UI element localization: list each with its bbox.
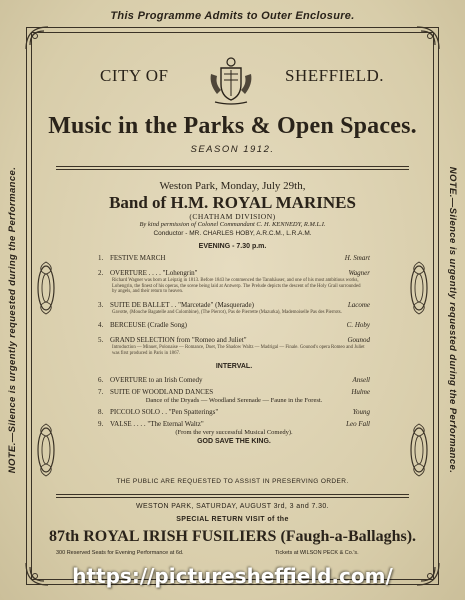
next-band-name: 87th ROYAL IRISH FUSILIERS (Faugh-a-Ballaghs). <box>48 528 417 545</box>
programme-subtitle: Dance of the Dryads — Woodland Serenade — Faune in the Forest. <box>145 396 323 404</box>
list-item: 1. FESTIVE MARCH H. Smart <box>98 254 370 262</box>
divider <box>56 166 409 167</box>
programme-list <box>98 254 370 445</box>
reserved-seats: 300 Reserved Seats for Evening Performance at 6d. <box>56 550 184 556</box>
corner-ornament-icon <box>22 23 52 53</box>
permission-line: By kind permission of Colonel Commandant C. H. KENNEDY, R.M.L.I. <box>139 221 326 228</box>
header <box>0 58 465 102</box>
band-division: (CHATHAM DIVISION) <box>189 212 276 221</box>
programme-note: Gavotte, (Mouche Bagatelle and Colombine), (The Pierrot), Pas de Pierrette (Mazurka), Mademoiselle Pas des Pierrots. <box>112 309 342 315</box>
watermark-url: https://picturesheffield.com/ <box>72 564 393 588</box>
programme-note: Richard Wagner was born at Leipzig in 1813. Before 1843 he commenced the Tannhäuser, and one of his most ambitious works, Lohengrin, the finest of his operas, the scene being laid at Antwerp. The Prelude depicts the descent of the Holy Grail surrounded by angels, and their return to heaven. <box>112 278 361 295</box>
season-label: SEASON 1912. <box>190 144 275 155</box>
side-note-left: NOTE.—Silence is urgently requested during the Performance. <box>7 166 18 474</box>
assist-notice: THE PUBLIC ARE REQUESTED TO ASSIST IN PRESERVING ORDER. <box>116 478 349 485</box>
programme-note: Introduction — Minuet, Polonaise — Romance, Duet, The Shadow Waltz — Madrigal — Finale. Gounod's opera Romeo and Juliet was first produced in Paris in 1867. <box>112 345 365 356</box>
scroll-ornament-icon <box>406 420 432 480</box>
divider <box>56 497 409 498</box>
scroll-ornament-icon <box>33 420 59 480</box>
list-item: 9. VALSE . . . . "The Eternal Waltz" Leo Fall <box>98 419 370 428</box>
tickets-info: Tickets at WILSON PECK & Co.'s. <box>275 550 359 556</box>
list-item: 2. OVERTURE . . . . "Lohengrin" Wagner <box>98 269 370 277</box>
god-save-the-king: GOD SAVE THE KING. <box>197 437 271 445</box>
scroll-ornament-icon <box>33 258 59 318</box>
list-item: 5. GRAND SELECTION from "Romeo and Juliet" Gounod <box>98 336 370 345</box>
divider <box>56 494 409 495</box>
next-concert-date: WESTON PARK, SATURDAY, AUGUST 3rd, 3 and 7.30. <box>135 503 330 510</box>
page-title: Music in the Parks & Open Spaces. <box>48 113 417 139</box>
conductor-line: Conductor - MR. CHARLES HOBY, A.R.C.M., L.R.A.M. <box>153 230 312 237</box>
city-label-left: CITY OF <box>100 66 169 85</box>
list-item: 7. SUITE OF WOODLAND DANCES Hulme <box>98 387 370 396</box>
evening-time: EVENING - 7.30 p.m. <box>198 243 267 250</box>
programme-subtitle: (From the very successful Musical Comedy). <box>175 428 293 436</box>
list-item: 6. OVERTURE to an Irish Comedy Ansell <box>98 375 370 384</box>
interval-label: INTERVAL. <box>215 362 253 370</box>
city-label-right: SHEFFIELD. <box>285 66 384 85</box>
divider <box>56 169 409 170</box>
list-item: 3. SUITE DE BALLET . . "Marcetade" (Masquerade) Lacome <box>98 300 370 309</box>
special-visit: SPECIAL RETURN VISIT of the <box>176 516 289 523</box>
side-note-right: NOTE.—Silence is urgently requested during the Performance. <box>447 166 458 474</box>
sheffield-crest-icon <box>205 54 257 106</box>
concert-venue: Weston Park, Monday, July 29th, <box>159 180 306 192</box>
band-name: Band of H.M. ROYAL MARINES <box>109 193 356 212</box>
admission-notice: This Programme Admits to Outer Enclosure. <box>110 10 355 22</box>
list-item: 4. BERCEUSE (Cradle Song) C. Hoby <box>98 321 370 330</box>
corner-ornament-icon <box>413 23 443 53</box>
scroll-ornament-icon <box>406 258 432 318</box>
list-item: 8. PICCOLO SOLO . . "Pen Spatterings" Young <box>98 407 370 416</box>
